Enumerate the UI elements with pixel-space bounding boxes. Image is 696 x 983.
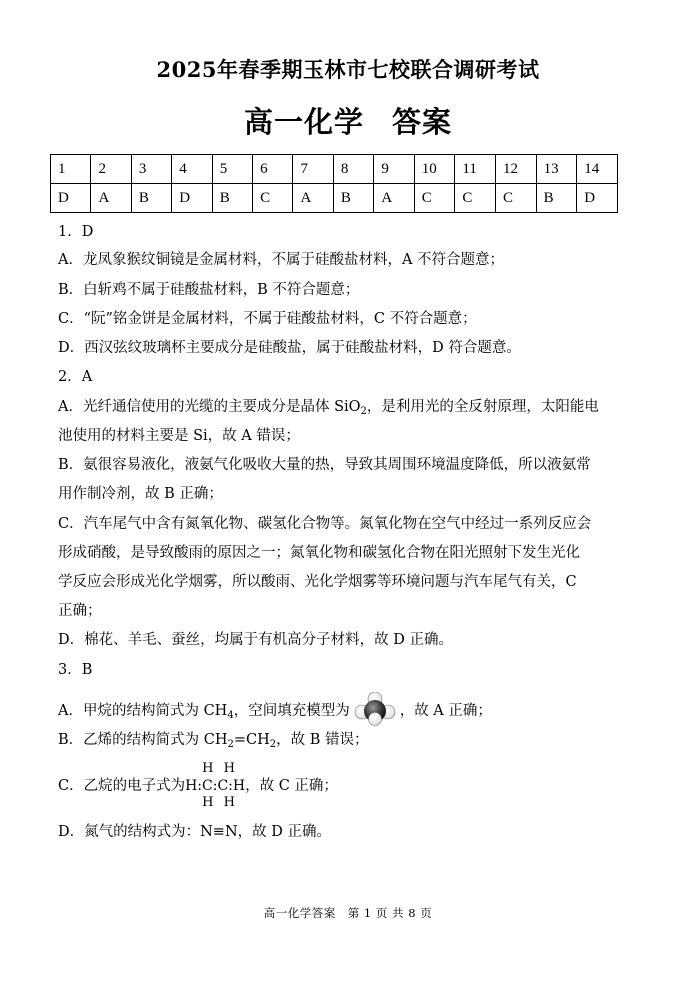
question-number-cell: 11 (455, 155, 496, 184)
question-number-row (51, 155, 618, 184)
question-number-cell: 12 (495, 155, 536, 184)
answer-cell: A (293, 184, 333, 213)
answer-cell: B (212, 184, 252, 213)
ethane-electron-formula (185, 761, 246, 810)
q3-c-text-end: ，故 C 正确； (245, 778, 338, 794)
q3-option-b (58, 730, 369, 750)
q2-option-d: D．棉花、羊毛、蚕丝，均属于有机高分子材料，故 D 正确。 (58, 632, 453, 648)
answer-cell: D (51, 184, 91, 213)
question-number-cell: 3 (131, 155, 171, 184)
question-number-cell: 5 (212, 155, 252, 184)
question-number-cell: 10 (414, 155, 455, 184)
subject-name: 高一化学 (243, 105, 364, 139)
answer-cell: C (253, 184, 293, 213)
answer-row (51, 184, 618, 213)
answer-cell: C (455, 184, 496, 213)
q3-a-subscript: 4 (227, 710, 234, 721)
q2-heading: 2．A (58, 369, 93, 385)
page-footer: 高一化学答案 第 1 页 共 8 页 (263, 906, 433, 920)
q3-b-text-end: ，故 B 错误； (276, 732, 369, 748)
question-number-cell: 9 (374, 155, 414, 184)
q3-a-text: A．甲烷的结构简式为 CH (58, 703, 228, 719)
exam-title: 2025年春季期玉林市七校联合调研考试 (156, 57, 540, 82)
q2-option-c-line2: 形成硝酸，是导致酸雨的原因之一；氮氧化物和碳氢化合物在阳光照射下发生光化 (58, 545, 580, 561)
q3-b-text-mid: =CH (233, 732, 270, 748)
q1-option-a: A．龙凤象猴纹铜镜是金属材料，不属于硅酸盐材料，A 不符合题意； (58, 252, 505, 268)
q1-option-c: C．“阮”铭金饼是金属材料，不属于硅酸盐材料，C 不符合题意； (58, 311, 477, 327)
question-number-cell: 6 (253, 155, 293, 184)
question-number-cell: 1 (51, 155, 91, 184)
q2-option-c-line3: 学反应会形成光化学烟雾，所以酸雨、光化学烟雾等环境问题与汽车尾气有关，C (58, 574, 577, 590)
q3-b-subscript-2: 2 (269, 739, 277, 750)
q3-a-text-mid: ，空间填充模型为 (233, 703, 350, 719)
q2-option-c-line4: 正确； (58, 603, 102, 619)
answer-cell: D (577, 184, 618, 213)
question-number-cell: 7 (293, 155, 333, 184)
question-number-cell: 13 (536, 155, 577, 184)
q2-option-a-line2: 池使用的材料主要是 Si，故 A 错误； (58, 428, 300, 444)
q3-a-text-end: ，故 A 正确； (399, 703, 492, 719)
electron-formula-top-h: H H (202, 761, 238, 776)
answer-table (50, 154, 618, 213)
q2-a1-subscript: 2 (360, 406, 367, 417)
question-number-cell: 2 (91, 155, 131, 184)
answer-cell: B (536, 184, 577, 213)
q2-option-b-line2: 用作制冷剂，故 B 正确； (58, 486, 223, 502)
question-number-cell: 14 (577, 155, 618, 184)
q3-c-text: C．乙烷的电子式为 (58, 778, 186, 794)
electron-formula-bottom-h: H H (202, 795, 238, 810)
answer-subtitle (0, 100, 696, 141)
answer-cell: B (131, 184, 171, 213)
q1-heading: 1．D (58, 224, 94, 240)
q2-a1-text: A．光纤通信使用的光缆的主要成分是晶体 SiO (58, 399, 361, 415)
q3-b-text: B．乙烯的结构简式为 CH (58, 732, 228, 748)
answer-cell: C (495, 184, 536, 213)
answer-cell: A (91, 184, 131, 213)
q3-option-a (58, 694, 492, 728)
q3-option-c (58, 761, 338, 810)
q3-b-subscript-1: 2 (227, 739, 234, 750)
answer-label: 答案 (392, 105, 453, 139)
q3-heading: 3．B (58, 662, 93, 678)
answer-cell: C (414, 184, 455, 213)
answer-cell: A (374, 184, 414, 213)
methane-space-filling-model-icon (354, 692, 396, 726)
q2-option-a-line1 (58, 397, 599, 417)
q1-option-b: B．白斩鸡不属于硅酸盐材料，B 不符合题意； (58, 282, 360, 298)
q2-option-b-line1: B．氨很容易液化，液氨气化吸收大量的热，导致其周围环境温度降低，所以液氨常 (58, 457, 591, 473)
question-number-cell: 4 (172, 155, 212, 184)
question-number-cell: 8 (333, 155, 373, 184)
answer-cell: D (172, 184, 212, 213)
q3-option-d: D．氮气的结构式为：N≡N，故 D 正确。 (58, 824, 331, 840)
q1-option-d: D．西汉弦纹玻璃杯主要成分是硅酸盐，属于硅酸盐材料，D 符合题意。 (58, 340, 521, 356)
answer-cell: B (333, 184, 373, 213)
q2-option-c-line1: C．汽车尾气中含有氮氧化物、碳氢化合物等。氮氧化物在空气中经过一系列反应会 (58, 516, 592, 532)
q2-a1-text-end: ，是利用光的全反射原理，太阳能电 (366, 399, 599, 415)
electron-formula-middle: H:C:C:H (185, 778, 246, 794)
